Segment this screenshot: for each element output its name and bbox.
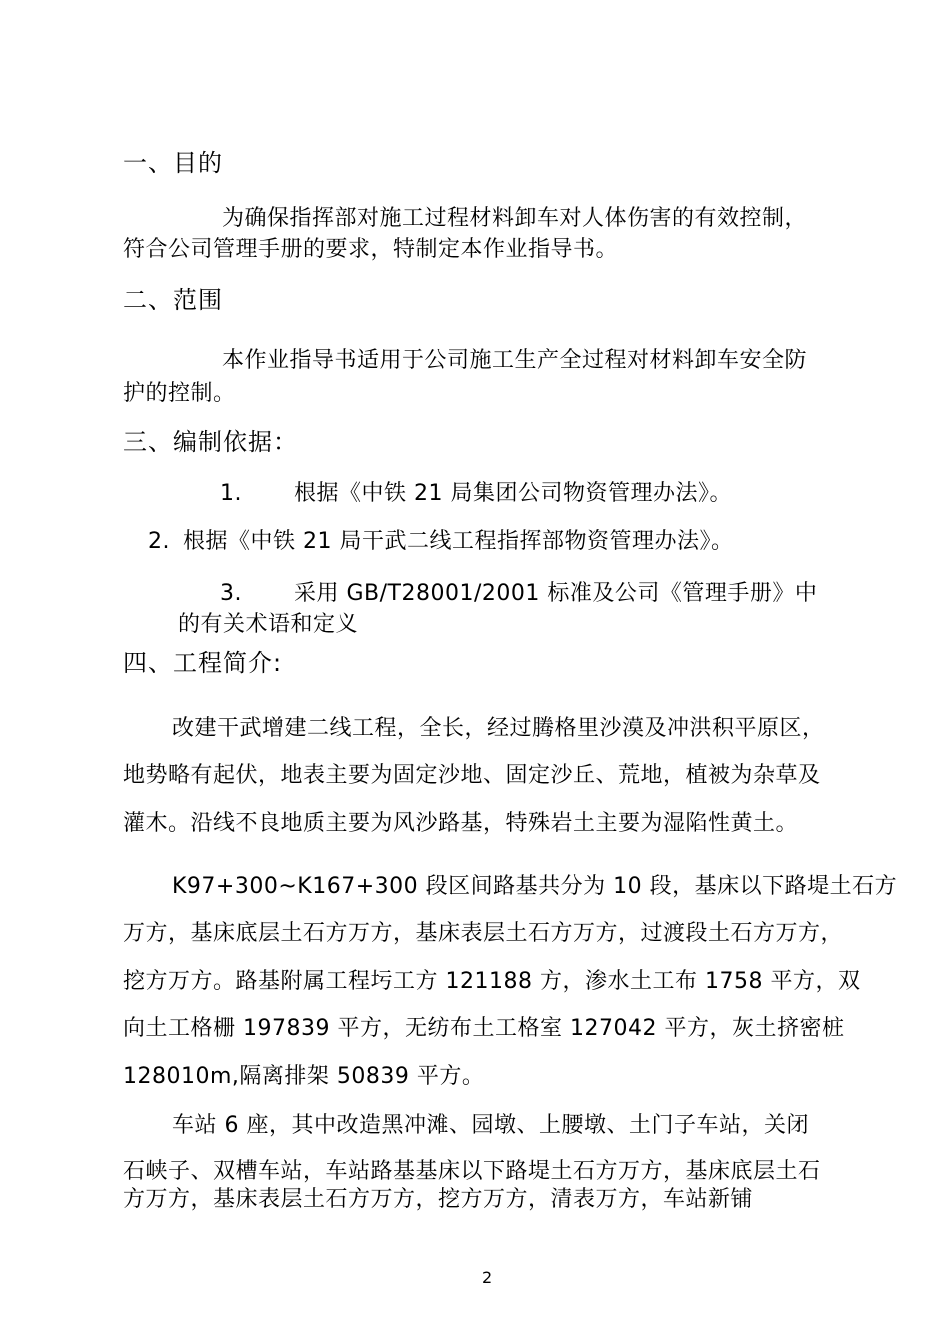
list-item-text: 采用 GB/T28001/2001 标准及公司《管理手册》中	[294, 581, 818, 606]
paragraph-line: 方万方，基床表层土石方万方，挖方万方，清表万方，车站新铺	[123, 1187, 754, 1212]
section-heading-basis: 三、编制依据：	[123, 428, 298, 456]
list-item-text: 根据《中铁 21 局干武二线工程指挥部物资管理办法》。	[183, 529, 734, 554]
section-heading-scope: 二、范围	[123, 286, 223, 314]
paragraph-line: 车站 6 座，其中改造黑冲滩、园墩、上腰墩、土门子车站，关闭	[172, 1113, 809, 1138]
paragraph-line: 万方，基床底层土石方万方，基床表层土石方万方，过渡段土石方万方，	[123, 921, 844, 946]
paragraph-line: 改建干武增建二线工程，全长，经过腾格里沙漠及冲洪积平原区，	[172, 716, 825, 741]
list-item-text: 根据《中铁 21 局集团公司物资管理办法》。	[294, 481, 732, 506]
paragraph-line: 挖方万方。路基附属工程圬工方 121188 方，渗水土工布 1758 平方，双	[123, 969, 861, 994]
paragraph-line: 灌木。沿线不良地质主要为风沙路基，特殊岩土主要为湿陷性黄土。	[123, 811, 799, 836]
paragraph-line: K97+300~K167+300 段区间路基共分为 10 段，基床以下路堤土石方	[172, 874, 898, 899]
page-number: 2	[482, 1268, 493, 1287]
paragraph-line: 石峡子、双槽车站，车站路基基床以下路堤土石方万方，基床底层土石	[123, 1159, 821, 1184]
paragraph-line: 128010m,隔离排架 50839 平方。	[123, 1064, 485, 1089]
paragraph-line: 本作业指导书适用于公司施工生产全过程对材料卸车安全防	[222, 348, 808, 373]
list-item-number: 3.	[220, 581, 242, 606]
paragraph-line: 符合公司管理手册的要求，特制定本作业指导书。	[123, 237, 619, 262]
paragraph-line: 向土工格栅 197839 平方，无纺布土工格室 127042 平方，灰土挤密桩	[123, 1016, 845, 1041]
list-item-number: 2.	[148, 529, 170, 554]
section-heading-purpose: 一、目的	[123, 149, 223, 177]
paragraph-line: 为确保指挥部对施工过程材料卸车对人体伤害的有效控制，	[222, 206, 808, 231]
list-item-number: 1.	[220, 481, 242, 506]
paragraph-line: 地势略有起伏，地表主要为固定沙地、固定沙丘、荒地，植被为杂草及	[123, 763, 821, 788]
section-heading-overview: 四、工程简介:	[123, 649, 283, 677]
list-item-continuation: 的有关术语和定义	[178, 612, 359, 637]
paragraph-line: 护的控制。	[123, 381, 236, 406]
